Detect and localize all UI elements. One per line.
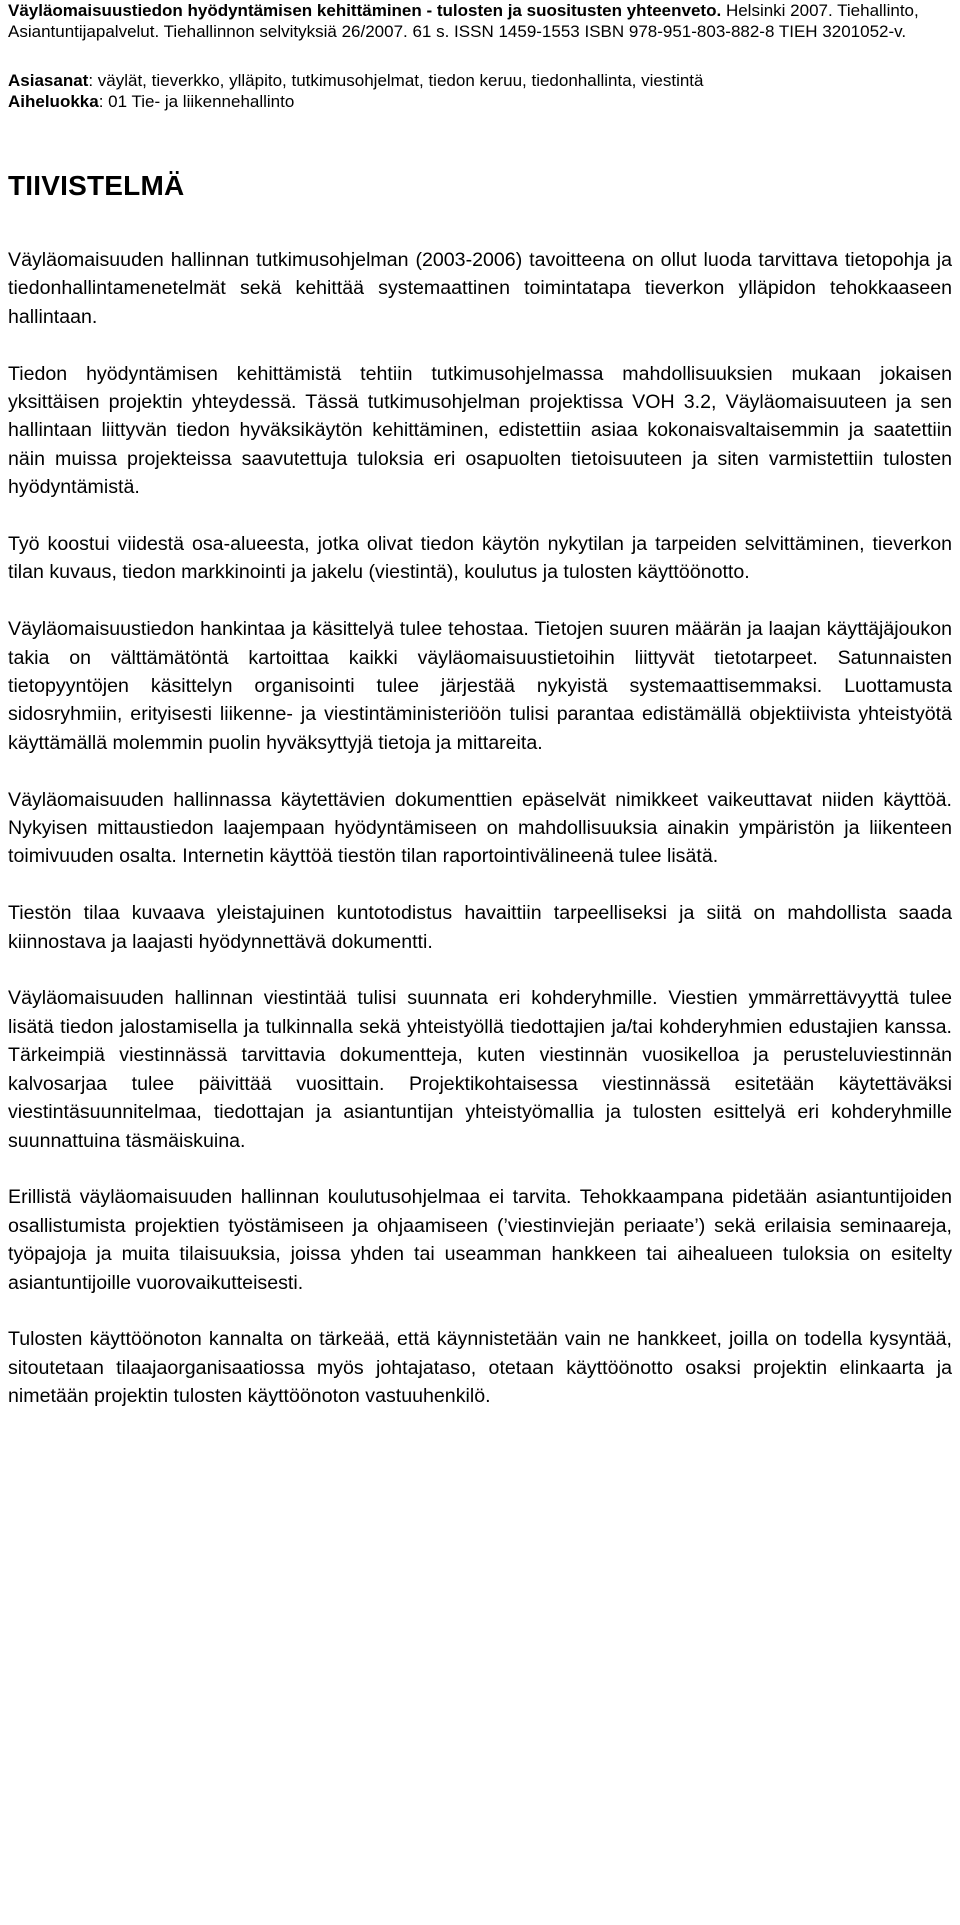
report-title: Väyläomaisuustiedon hyödyntämisen kehittäminen - tulosten ja suositusten yhteenveto. — [8, 1, 722, 20]
aiheluokka-label: Aiheluokka — [8, 92, 99, 111]
bibliographic-header — [8, 0, 952, 42]
abstract-paragraph: Erillistä väyläomaisuuden hallinnan koulutusohjelmaa ei tarvita. Tehokkaampana pidetään asiantuntijoiden osallistumista projektien työstämiseen ja ohjaamiseen (’viestinviejän periaate’) sekä erilaisia seminaareja, työpajoja ja muita tilaisuuksia, joissa yhden tai useamman hankkeen tai aihealueen tuloksia on esitelty asiantuntijoille vuorovaikutteisesti. — [8, 1186, 952, 1294]
abstract-paragraph: Työ koostui viidestä osa-alueesta, jotka olivat tiedon käytön nykytilan ja tarpeiden selvittäminen, tieverkon tilan kuvaus, tiedon markkinointi ja jakelu (viestintä), koulutus ja tulosten käyttöönotto. — [8, 533, 952, 584]
document-page — [8, 0, 952, 1439]
abstract-paragraph: Väyläomaisuustiedon hankintaa ja käsittelyä tulee tehostaa. Tietojen suuren määrän ja laajan käyttäjäjoukon takia on välttämätöntä kartoittaa kaikki väyläomaisuustietoihin liittyvät tietotarpeet. Satunnaisten tietopyyntöjen käsittelyn organisointi tulee järjestää nykyistä systemaattisemmaksi. Luottamusta sidosryhmiin, erityisesti liikenne- ja viestintäministeriöön tulisi parantaa edistämällä objektiivista yhteistyötä käyttämällä molemmin puolin hyväksyttyjä tietoja ja mittareita. — [8, 618, 952, 754]
publication-details: Helsinki 2007. Tiehallinto, Asiantuntijapalvelut. Tiehallinnon selvityksiä 26/2007. 61 s. ISSN 1459-1553 ISBN 978-951-803-882-8 TIEH 3201052-v. — [8, 1, 919, 41]
asiasanat-label: Asiasanat — [8, 71, 89, 90]
abstract-paragraph: Tulosten käyttöönoton kannalta on tärkeää, että käynnistetään vain ne hankkeet, joilla on todella kysyntää, sitoutetaan tilaajaorganisaatiossa myös johtajataso, otetaan käyttöönotto osaksi projektin elinkaarta ja nimetään projektin tulosten käyttöönoton vastuuhenkilö. — [8, 1328, 952, 1408]
abstract-body — [8, 246, 952, 1411]
abstract-paragraph: Tiestön tilaa kuvaava yleistajuinen kuntotodistus havaittiin tarpeelliseksi ja siitä on mahdollista saada kiinnostava ja laajasti hyödynnettävä dokumentti. — [8, 902, 952, 953]
asiasanat-line — [8, 70, 952, 91]
asiasanat-value: : väylät, tieverkko, ylläpito, tutkimusohjelmat, tiedon keruu, tiedonhallinta, viestintä — [88, 71, 704, 90]
aiheluokka-value: : 01 Tie- ja liikennehallinto — [98, 92, 295, 111]
keywords-block — [8, 70, 952, 112]
aiheluokka-line — [8, 91, 952, 112]
abstract-paragraph: Väyläomaisuuden hallinnassa käytettävien dokumenttien epäselvät nimikkeet vaikeuttavat niiden käyttöä. Nykyisen mittaustiedon laajempaan hyödyntämiseen on mahdollisuuksia ainakin ympäristön ja liikenteen toimivuuden osalta. Internetin käyttöä tiestön tilan raportointivälineenä tulee lisätä. — [8, 788, 952, 868]
abstract-heading: TIIVISTELMÄ — [8, 170, 185, 201]
abstract-paragraph: Väyläomaisuuden hallinnan tutkimusohjelman (2003-2006) tavoitteena on ollut luoda tarvittava tietopohja ja tiedonhallintamenetelmät sekä kehittää systemaattinen toimintatapa tieverkon ylläpidon tehokkaaseen hallintaan. — [8, 249, 952, 328]
abstract-paragraph: Väyläomaisuuden hallinnan viestintää tulisi suunnata eri kohderyhmille. Viestien ymmärrettävyyttä tulee lisätä tiedon jalostamisella ja tulkinnalla sekä yhteistyöllä tiedottajien ja/tai kohderyhmien edustajien kanssa. Tärkeimpiä viestinnässä tarvittavia dokumentteja, kuten viestinnän vuosikelloa ja perusteluviestinnän kalvosarjaa tulee päivittää vuosittain. Projektikohtaisessa viestinnässä esitetään käytettäväksi viestintäsuunnitelmaa, tiedottajan ja asiantuntijan yhteistyömallia ja tulosten esittelyä eri kohderyhmille suunnattuina täsmäiskuina. — [8, 987, 952, 1152]
abstract-paragraph: Tiedon hyödyntämisen kehittämistä tehtiin tutkimusohjelmassa mahdollisuuksien mukaan jokaisen yksittäisen projektin yhteydessä. Tässä tutkimusohjelman projektissa VOH 3.2, Väyläomaisuuteen ja sen hallintaan liittyvän tiedon hyväksikäytön kehittäminen, edistettiin asiaa kokonaisvaltaisemmin ja saatettiin näin muissa projekteissa saavutettuja tuloksia eri osapuolten tietoisuuteen ja siten varmistettiin tulosten hyödyntämistä. — [8, 362, 952, 499]
